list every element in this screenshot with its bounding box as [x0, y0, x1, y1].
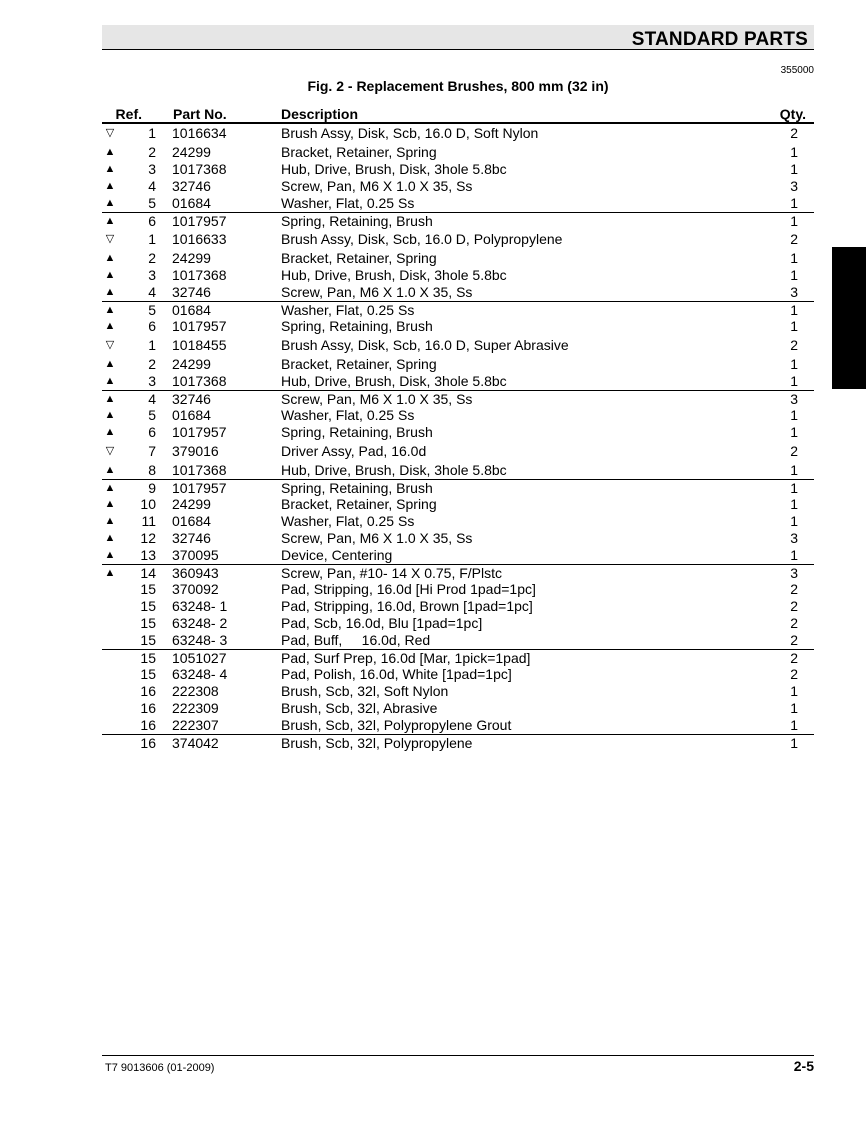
part-description: Screw, Pan, #10- 14 X 0.75, F/Plstc [281, 565, 502, 581]
ref-number: 7 [148, 443, 156, 459]
part-number: 370092 [172, 581, 219, 597]
part-description: Pad, Polish, 16.0d, White [1pad=1pc] [281, 666, 512, 682]
part-description: Brush, Scb, 32l, Polypropylene [281, 735, 473, 751]
part-number: 379016 [172, 443, 219, 459]
filled-triangle-icon: ▲ [104, 304, 116, 316]
ref-number: 5 [148, 407, 156, 423]
table-row [102, 496, 814, 513]
quantity: 1 [790, 213, 798, 229]
header-band [102, 25, 814, 50]
table-row [102, 144, 814, 161]
part-description: Spring, Retaining, Brush [281, 318, 433, 334]
filled-triangle-icon: ▲ [104, 146, 116, 158]
part-number: 01684 [172, 513, 211, 529]
part-number: 1017368 [172, 462, 227, 478]
ref-number: 5 [148, 195, 156, 211]
table-row [102, 547, 814, 564]
filled-triangle-icon: ▲ [104, 197, 116, 209]
filled-triangle-icon: ▲ [104, 286, 116, 298]
part-description: Brush, Scb, 32l, Soft Nylon [281, 683, 449, 699]
quantity: 1 [790, 407, 798, 423]
quantity: 1 [790, 735, 798, 751]
ref-number: 2 [148, 250, 156, 266]
ref-number: 1 [148, 337, 156, 353]
table-row [102, 195, 814, 212]
quantity: 2 [790, 125, 798, 141]
table-row [102, 462, 814, 479]
quantity: 2 [790, 581, 798, 597]
quantity: 2 [790, 666, 798, 682]
quantity: 1 [790, 513, 798, 529]
part-description: Bracket, Retainer, Spring [281, 356, 437, 372]
part-number: 374042 [172, 735, 219, 751]
table-row [102, 441, 814, 462]
part-number: 1017957 [172, 480, 227, 496]
ref-number: 2 [148, 144, 156, 160]
table-row [102, 356, 814, 373]
part-number: 1051027 [172, 650, 227, 666]
part-description: Hub, Drive, Brush, Disk, 3hole 5.8bc [281, 161, 507, 177]
figure-title: Fig. 2 - Replacement Brushes, 800 mm (32 in) [307, 78, 609, 94]
ref-number: 6 [148, 318, 156, 334]
quantity: 1 [790, 161, 798, 177]
table-row [102, 250, 814, 267]
table-row [102, 564, 814, 581]
table-row [102, 373, 814, 390]
part-description: Device, Centering [281, 547, 393, 563]
part-number: 1018455 [172, 337, 227, 353]
quantity: 1 [790, 717, 798, 733]
part-number: 63248- 2 [172, 615, 228, 631]
table-row [102, 161, 814, 178]
ref-number: 1 [148, 125, 156, 141]
quantity: 1 [790, 144, 798, 160]
ref-number: 15 [140, 632, 156, 648]
quantity: 1 [790, 267, 798, 283]
part-number: 222308 [172, 683, 219, 699]
part-number: 1017957 [172, 424, 227, 440]
part-number: 01684 [172, 407, 211, 423]
section-title: STANDARD PARTS [631, 29, 808, 50]
part-number: 24299 [172, 250, 211, 266]
ref-number: 6 [148, 424, 156, 440]
ref-number: 8 [148, 462, 156, 478]
document-number: 355000 [780, 65, 814, 76]
quantity: 1 [790, 462, 798, 478]
part-number: 32746 [172, 284, 211, 300]
table-row [102, 229, 814, 250]
document-code: T7 9013606 (01-2009) [105, 1062, 215, 1074]
part-number: 32746 [172, 178, 211, 194]
part-number: 63248- 1 [172, 598, 228, 614]
part-number: 360943 [172, 565, 219, 581]
part-description: Hub, Drive, Brush, Disk, 3hole 5.8bc [281, 373, 507, 389]
quantity: 3 [790, 178, 798, 194]
quantity: 2 [790, 615, 798, 631]
quantity: 3 [790, 391, 798, 407]
ref-number: 16 [140, 700, 156, 716]
quantity: 1 [790, 250, 798, 266]
part-description: Washer, Flat, 0.25 Ss [281, 407, 415, 423]
part-number: 1017368 [172, 373, 227, 389]
part-number: 63248- 3 [172, 632, 228, 648]
table-row [102, 513, 814, 530]
column-header-qty: Qty. [779, 106, 806, 122]
quantity: 2 [790, 632, 798, 648]
part-number: 1016634 [172, 125, 227, 141]
filled-triangle-icon: ▲ [104, 498, 116, 510]
part-description: Bracket, Retainer, Spring [281, 250, 437, 266]
ref-number: 12 [140, 530, 156, 546]
table-row [102, 581, 814, 598]
ref-number: 4 [148, 391, 156, 407]
part-description: Brush Assy, Disk, Scb, 16.0 D, Soft Nylon [281, 125, 539, 141]
footer-rule [102, 1055, 814, 1056]
filled-triangle-icon: ▲ [104, 252, 116, 264]
filled-triangle-icon: ▲ [104, 515, 116, 527]
filled-triangle-icon: ▲ [104, 482, 116, 494]
filled-triangle-icon: ▲ [104, 215, 116, 227]
part-description: Pad, Surf Prep, 16.0d [Mar, 1pick=1pad] [281, 650, 531, 666]
part-description: Brush Assy, Disk, Scb, 16.0 D, Super Abrasive [281, 337, 569, 353]
part-number: 01684 [172, 302, 211, 318]
quantity: 1 [790, 195, 798, 211]
table-row [102, 683, 814, 700]
quantity: 2 [790, 443, 798, 459]
quantity: 2 [790, 598, 798, 614]
part-number: 222309 [172, 700, 219, 716]
filled-triangle-icon: ▲ [104, 426, 116, 438]
filled-triangle-icon: ▲ [104, 532, 116, 544]
ref-number: 16 [140, 717, 156, 733]
table-row [102, 212, 814, 229]
ref-number: 5 [148, 302, 156, 318]
hollow-triangle-icon: ▽ [105, 127, 115, 139]
part-number: 1017368 [172, 267, 227, 283]
part-description: Washer, Flat, 0.25 Ss [281, 302, 415, 318]
part-description: Spring, Retaining, Brush [281, 213, 433, 229]
column-header-part-no: Part No. [173, 106, 227, 122]
ref-number: 3 [148, 373, 156, 389]
section-tab-marker [832, 247, 866, 389]
quantity: 2 [790, 231, 798, 247]
ref-number: 9 [148, 480, 156, 496]
ref-number: 16 [140, 735, 156, 751]
part-description: Brush, Scb, 32l, Abrasive [281, 700, 438, 716]
part-description: Hub, Drive, Brush, Disk, 3hole 5.8bc [281, 267, 507, 283]
filled-triangle-icon: ▲ [104, 375, 116, 387]
part-description: Hub, Drive, Brush, Disk, 3hole 5.8bc [281, 462, 507, 478]
parts-table-header [102, 105, 814, 124]
table-row [102, 318, 814, 335]
table-row [102, 530, 814, 547]
quantity: 2 [790, 650, 798, 666]
hollow-triangle-icon: ▽ [105, 339, 115, 351]
parts-table-body [102, 123, 814, 751]
part-number: 1017368 [172, 161, 227, 177]
filled-triangle-icon: ▲ [104, 269, 116, 281]
part-number: 01684 [172, 195, 211, 211]
table-row [102, 335, 814, 356]
quantity: 3 [790, 530, 798, 546]
part-description: Bracket, Retainer, Spring [281, 496, 437, 512]
table-row [102, 632, 814, 649]
quantity: 2 [790, 337, 798, 353]
ref-number: 11 [141, 513, 156, 529]
hollow-triangle-icon: ▽ [105, 233, 115, 245]
part-description: Pad, Scb, 16.0d, Blu [1pad=1pc] [281, 615, 483, 631]
ref-number: 4 [148, 284, 156, 300]
filled-triangle-icon: ▲ [104, 464, 116, 476]
part-description: Brush, Scb, 32l, Polypropylene Grout [281, 717, 512, 733]
ref-number: 15 [140, 650, 156, 666]
filled-triangle-icon: ▲ [104, 180, 116, 192]
table-row [102, 123, 814, 144]
quantity: 1 [790, 356, 798, 372]
filled-triangle-icon: ▲ [104, 549, 116, 561]
table-row [102, 598, 814, 615]
part-number: 1017957 [172, 213, 227, 229]
table-row [102, 734, 814, 751]
part-number: 63248- 4 [172, 666, 228, 682]
ref-number: 14 [140, 565, 156, 581]
ref-number: 15 [140, 666, 156, 682]
part-number: 1017957 [172, 318, 227, 334]
table-row [102, 407, 814, 424]
filled-triangle-icon: ▲ [104, 358, 116, 370]
part-number: 24299 [172, 356, 211, 372]
part-description: Pad, Buff, 16.0d, Red [281, 632, 431, 648]
ref-number: 16 [140, 683, 156, 699]
ref-number: 6 [148, 213, 156, 229]
filled-triangle-icon: ▲ [104, 409, 116, 421]
quantity: 1 [790, 547, 798, 563]
part-description: Screw, Pan, M6 X 1.0 X 35, Ss [281, 391, 473, 407]
table-row [102, 479, 814, 496]
ref-number: 15 [140, 598, 156, 614]
ref-number: 13 [140, 547, 156, 563]
part-number: 32746 [172, 391, 211, 407]
quantity: 1 [790, 496, 798, 512]
filled-triangle-icon: ▲ [104, 567, 116, 579]
table-row [102, 700, 814, 717]
ref-number: 3 [148, 161, 156, 177]
part-number: 370095 [172, 547, 219, 563]
part-description: Spring, Retaining, Brush [281, 480, 433, 496]
part-description: Pad, Stripping, 16.0d, Brown [1pad=1pc] [281, 598, 533, 614]
column-header-ref: Ref. [115, 106, 142, 122]
column-header-description: Description [281, 106, 359, 122]
part-description: Screw, Pan, M6 X 1.0 X 35, Ss [281, 284, 473, 300]
ref-number: 15 [140, 581, 156, 597]
ref-number: 15 [140, 615, 156, 631]
table-row [102, 666, 814, 683]
part-number: 1016633 [172, 231, 227, 247]
quantity: 3 [790, 284, 798, 300]
part-description: Screw, Pan, M6 X 1.0 X 35, Ss [281, 178, 473, 194]
quantity: 1 [790, 424, 798, 440]
quantity: 1 [790, 373, 798, 389]
part-number: 24299 [172, 144, 211, 160]
quantity: 1 [790, 480, 798, 496]
table-row [102, 284, 814, 301]
hollow-triangle-icon: ▽ [105, 445, 115, 457]
filled-triangle-icon: ▲ [104, 163, 116, 175]
ref-number: 4 [148, 178, 156, 194]
ref-number: 1 [148, 231, 156, 247]
ref-number: 10 [140, 496, 156, 512]
table-row [102, 424, 814, 441]
quantity: 1 [790, 700, 798, 716]
part-number: 32746 [172, 530, 211, 546]
part-number: 222307 [172, 717, 219, 733]
table-row [102, 267, 814, 284]
part-description: Brush Assy, Disk, Scb, 16.0 D, Polypropylene [281, 231, 563, 247]
table-row [102, 178, 814, 195]
filled-triangle-icon: ▲ [104, 320, 116, 332]
filled-triangle-icon: ▲ [104, 393, 116, 405]
part-description: Washer, Flat, 0.25 Ss [281, 195, 415, 211]
ref-number: 3 [148, 267, 156, 283]
page-number: 2-5 [793, 1058, 814, 1074]
part-description: Driver Assy, Pad, 16.0d [281, 443, 427, 459]
table-row [102, 390, 814, 407]
quantity: 1 [790, 318, 798, 334]
part-description: Spring, Retaining, Brush [281, 424, 433, 440]
table-row [102, 717, 814, 734]
part-description: Washer, Flat, 0.25 Ss [281, 513, 415, 529]
table-row [102, 615, 814, 632]
part-number: 24299 [172, 496, 211, 512]
table-row [102, 301, 814, 318]
part-description: Bracket, Retainer, Spring [281, 144, 437, 160]
quantity: 3 [790, 565, 798, 581]
quantity: 1 [790, 302, 798, 318]
part-description: Pad, Stripping, 16.0d [Hi Prod 1pad=1pc] [281, 581, 536, 597]
table-row [102, 649, 814, 666]
part-description: Screw, Pan, M6 X 1.0 X 35, Ss [281, 530, 473, 546]
ref-number: 2 [148, 356, 156, 372]
quantity: 1 [790, 683, 798, 699]
